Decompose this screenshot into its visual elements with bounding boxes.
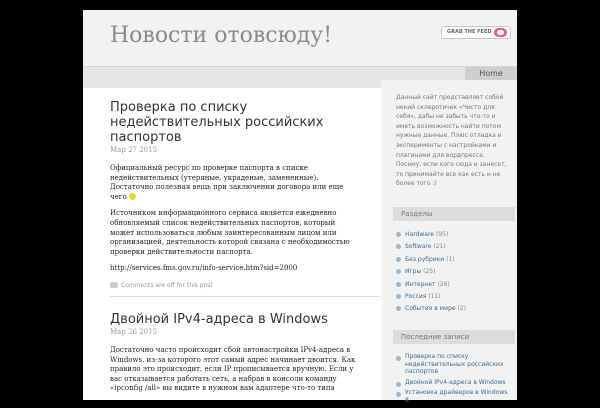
category-item: [396, 229, 512, 241]
recent-post-item: [396, 389, 512, 404]
category-link[interactable]: Hardware: [405, 231, 434, 238]
site-header: [83, 10, 517, 66]
post-body: [110, 164, 356, 274]
feed-button-label: GRAB THE FEED: [447, 29, 492, 35]
category-link[interactable]: Россия: [405, 293, 427, 301]
category-item: [396, 254, 512, 266]
post-body: [110, 346, 356, 394]
post-date: Мар 27 2015: [110, 146, 157, 154]
post-divider: [110, 296, 380, 297]
category-link[interactable]: Интернет: [405, 280, 436, 288]
post-date: Мар 26 2015: [110, 328, 157, 336]
post-title[interactable]: Двойной IPv4-адреса в Windows: [110, 312, 328, 327]
category-item: [396, 266, 512, 278]
category-count: (1): [446, 255, 455, 263]
post-title[interactable]: Проверка по списку недействительных российских паспортов: [110, 100, 324, 145]
category-link[interactable]: Software: [405, 243, 432, 251]
recent-post-item: [396, 353, 512, 376]
category-link[interactable]: Игры: [405, 268, 422, 276]
post-paragraph: Достаточно часто происходит сбой автонастройки IPv4-адреса в Windows, из-за которого этот самый адрес начинает двоится. Как правило это происходит, если IP прописывается вручную. Если у вас отказывается работать сеть, а набрав в консоли команду «ipconfig /all» вы видите в нужном вам адаптере что-то типа: [110, 346, 356, 393]
category-count: (95): [435, 231, 449, 238]
nav-home-tab[interactable]: Home: [465, 67, 517, 81]
page-container: [83, 10, 517, 404]
post-link-text: http://services.fms.gov.ru/info-service.htm?sid=2000: [110, 264, 298, 273]
smile-icon: [129, 193, 136, 200]
comments-note-text: Comments are off for this post: [121, 281, 213, 289]
recent-post-link[interactable]: Установка драйверов в Windows 8: [405, 389, 508, 404]
categories-list: [396, 229, 512, 316]
category-item: [396, 303, 512, 315]
post-paragraph-text: Официальный ресурс по проверке паспорта в списке недействительных (утеряные, украденые, замененные). Достаточно полезная вещь при заключении договора или еще чего: [110, 164, 344, 201]
post-paragraph: [110, 164, 356, 202]
post: [110, 100, 356, 289]
category-count: (25): [423, 268, 436, 276]
category-count: (26): [437, 280, 450, 288]
category-count: (21): [433, 243, 446, 251]
recent-posts-title: Последние записи: [393, 330, 515, 344]
site-title[interactable]: Новости отовсюду!: [110, 23, 333, 48]
recent-post-link[interactable]: Двойной IPv4-адреса в Windows: [405, 378, 506, 386]
category-item: [396, 241, 512, 253]
category-count: (11): [428, 293, 441, 301]
category-item: [396, 291, 512, 303]
recent-post-link[interactable]: Проверка по списку недействительных российских паспортов: [405, 353, 504, 376]
grab-feed-button[interactable]: [441, 26, 511, 39]
sidebar: [381, 80, 517, 404]
category-count: (2): [457, 305, 466, 313]
category-link[interactable]: Без рубрики: [405, 255, 445, 263]
category-link[interactable]: События в мире: [405, 305, 456, 313]
rss-icon: [494, 28, 507, 37]
about-text: Данный сайт представляет собой некий склеротичек «Чисто для себя», дабы не забыть что-то и иметь возможность найти потом нужные данные. Плюс отладка и эксперименты с настройками и плагинами для вордпресса. Посему, если кого сюда и занесет, то принимайте все как есть и не более того :): [396, 94, 507, 188]
post: [110, 312, 356, 401]
comment-icon: [110, 282, 118, 288]
recent-post-item: [396, 379, 512, 387]
comments-note: [110, 282, 356, 289]
post-paragraph: Источником информационного сервиса является ежедневно обновляемый список недействительных паспортов, который может использоваться любым заинтересованным лицом или организацией, деятельность которой связана с необходимостью проверки действительности паспорта.: [110, 209, 350, 256]
category-item: [396, 279, 512, 291]
categories-title: Разделы: [393, 207, 515, 221]
recent-posts-list: [396, 353, 512, 408]
